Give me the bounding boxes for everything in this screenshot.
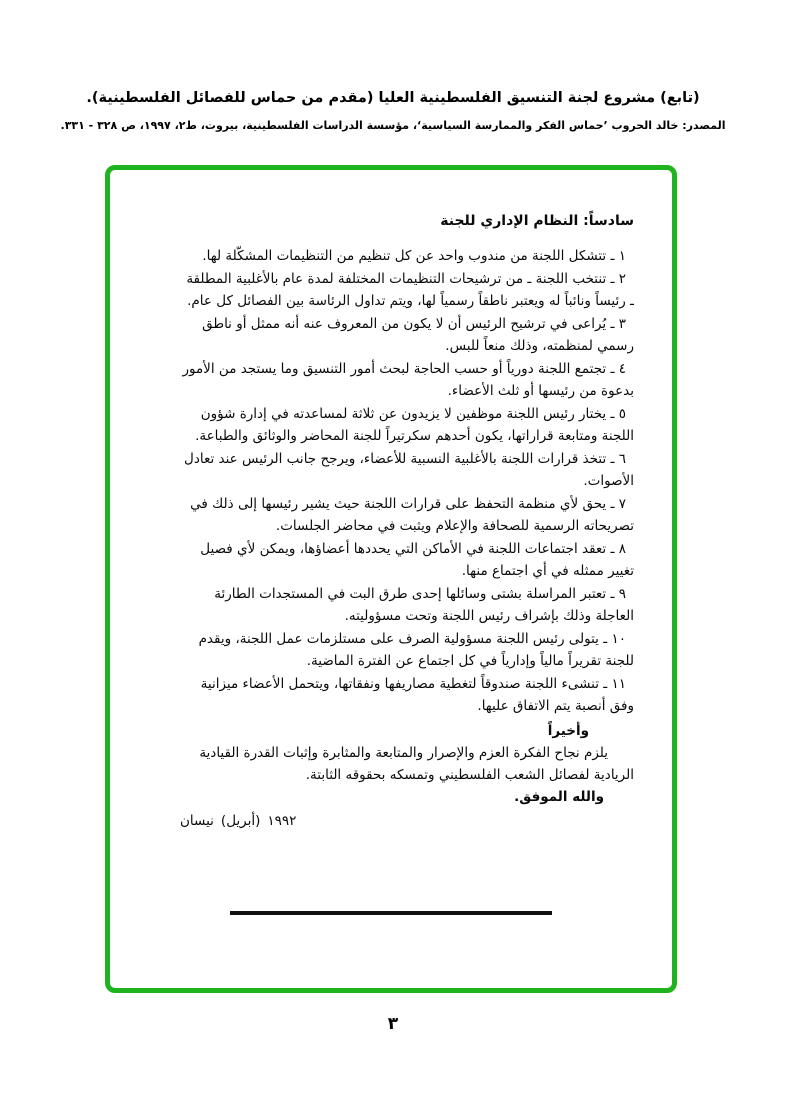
list-item: ١٠ ـ يتولى رئيس اللجنة مسؤولية الصرف على مستلزمات عمل اللجنة، ويقدم للجنة تقريراً مالياً وإدارياً في كل اجتماع عن الفترة الماضية. xyxy=(198,631,634,669)
closing-paragraph: يلزم نجاح الفكرة العزم والإصرار والمتابعة والمثابرة وإثبات القدرة القيادية الريادية لفصائل الشعب الفلسطيني وتمسكه بحقوقه الثابتة. xyxy=(199,745,634,783)
header-source: المصدر: خالد الحروب ’حماس الفكر والممارسة السياسية‘، مؤسسة الدراسات الفلسطينية، بيروت، ط٢، ١٩٩٧، ص ٣٢٨ - ٣٣١. xyxy=(60,119,726,132)
list-item: ٨ ـ تعقد اجتماعات اللجنة في الأماكن التي يحددها أعضاؤها، ويمكن لأي فصيل تغيير ممثله في أي اجتماع منها. xyxy=(200,541,634,579)
list-item: ٥ ـ يختار رئيس اللجنة موظفين لا يزيدون عن ثلاثة لمساعدته في إدارة شؤون اللجنة ومتابعة قراراتها، يكون أحدهم سكرتيراً للجنة المحاضر والوثائق والطباعة. xyxy=(195,406,634,444)
list-item: ١ ـ تتشكل اللجنة من مندوب واحد عن كل تنظيم من التنظيمات المشكّلة لها. xyxy=(202,248,626,264)
date-month-gregorian: (أبريل) xyxy=(220,813,261,829)
closing-blessing: والله الموفق. xyxy=(514,789,604,805)
list-item: ٦ ـ تتخذ قرارات اللجنة بالأغلبية النسبية للأعضاء، ويرجح جانب الرئيس عند تعادل الأصوات. xyxy=(184,451,634,489)
header-title: (تابع) مشروع لجنة التنسيق الفلسطينية العليا (مقدم من حماس للفصائل الفلسطينية). xyxy=(86,90,700,106)
date-year: ١٩٩٢ xyxy=(267,813,297,829)
list-item: ١١ ـ تنشىء اللجنة صندوقاً لتغطية مصاريفها ونفقاتها، ويتحمل الأعضاء ميزانية وفق أنصبة يتم الاتفاق عليها. xyxy=(200,676,634,714)
list-item: ٤ ـ تجتمع اللجنة دورياً أو حسب الحاجة لبحث أمور التنسيق وما يستجد من الأمور بدعوة من رئيسها أو ثلث الأعضاء. xyxy=(182,361,634,399)
list-item: ٢ ـ تنتخب اللجنة ـ من ترشيحات التنظيمات المختلفة لمدة عام بالأغلبية المطلقة ـ رئيساً ونائباً له ويعتبر ناطقاً رسمياً لها، ويتم تداول الرئاسة بين الفصائل كل عام. xyxy=(186,271,634,309)
list-item: ٣ ـ يُراعى في ترشيح الرئيس أن لا يكون من المعروف عنه أنه ممثل أو ناطق رسمي لمنظمته، وذلك منعاً للبس. xyxy=(202,316,634,354)
page-number: ٣ xyxy=(387,1014,399,1034)
date-line xyxy=(180,810,634,832)
list-item: ٩ ـ تعتبر المراسلة بشتى وسائلها إحدى طرق البت في المستجدات الطارئة العاجلة وذلك بإشراف رئيس اللجنة وتحت مسؤوليته. xyxy=(214,586,634,624)
closing-word: وأخيراً xyxy=(547,723,589,739)
document-frame xyxy=(105,165,677,993)
divider-line xyxy=(230,911,552,915)
section-heading: سادساً: النظام الإداري للجنة xyxy=(440,213,634,229)
document-body xyxy=(110,170,672,832)
date-month-arabic: نيسان xyxy=(180,813,214,829)
ordinance-list xyxy=(180,245,634,717)
list-item: ٧ ـ يحق لأي منظمة التحفظ على قرارات اللجنة حيث يشير رئيسها إلى ذلك في تصريحاته الرسمية للصحافة والإعلام ويثبت في محاضر الجلسات. xyxy=(190,496,634,534)
